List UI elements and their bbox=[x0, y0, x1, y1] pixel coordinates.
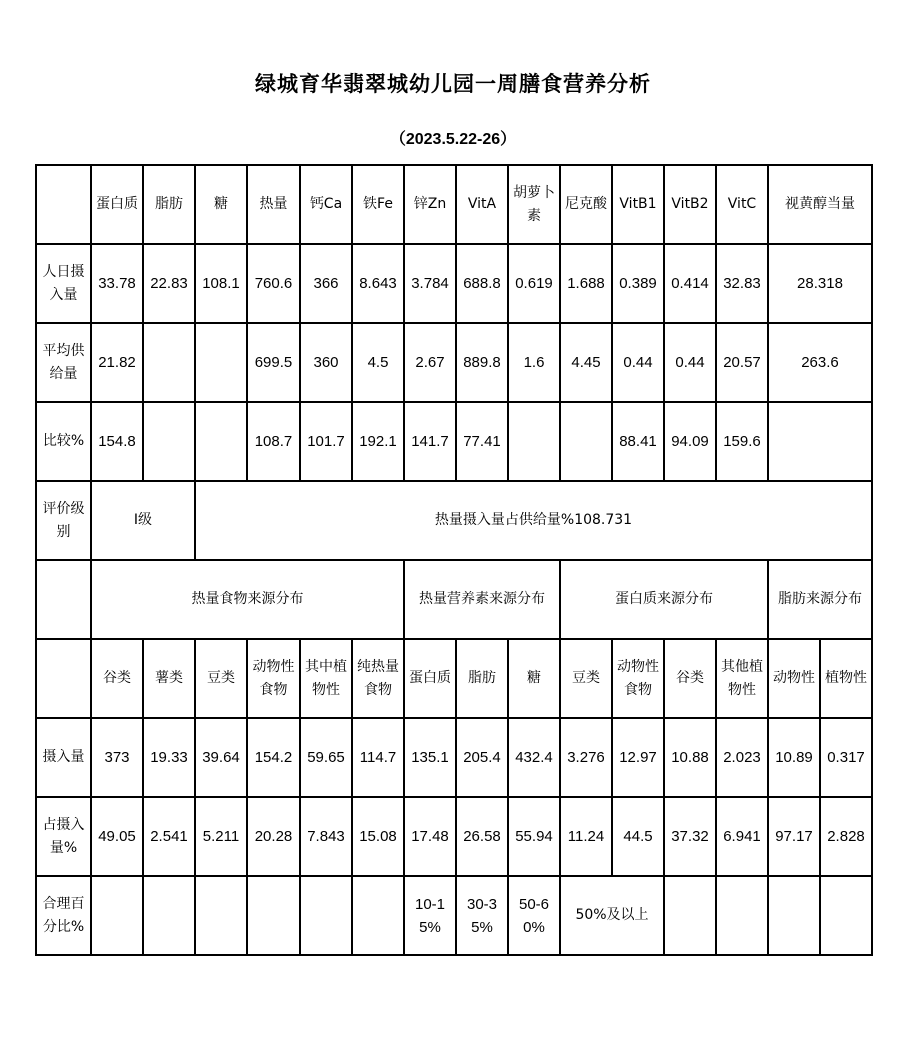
group-header-protein: 蛋白质来源分布 bbox=[560, 560, 768, 639]
nutrient-header: VitB2 bbox=[664, 165, 716, 244]
value-cell: 688.8 bbox=[456, 244, 508, 323]
source-group-header-row bbox=[36, 560, 872, 639]
value-cell bbox=[143, 402, 195, 481]
sub-header: 豆类 bbox=[560, 639, 612, 718]
value-cell: 2.541 bbox=[143, 797, 195, 876]
evaluation-note: 热量摄入量占供给量%108.731 bbox=[195, 481, 872, 560]
value-cell bbox=[195, 323, 247, 402]
value-cell: 10.89 bbox=[768, 718, 820, 797]
sub-header: 动物性 bbox=[768, 639, 820, 718]
nutrient-header: VitB1 bbox=[612, 165, 664, 244]
sub-header: 谷类 bbox=[664, 639, 716, 718]
empty-cell bbox=[768, 876, 820, 955]
value-cell: 12.97 bbox=[612, 718, 664, 797]
value-cell: 26.58 bbox=[456, 797, 508, 876]
reasonable-row bbox=[36, 876, 872, 955]
value-cell: 37.32 bbox=[664, 797, 716, 876]
value-cell: 0.44 bbox=[664, 323, 716, 402]
value-cell: 32.83 bbox=[716, 244, 768, 323]
value-cell: 154.8 bbox=[91, 402, 143, 481]
value-cell: 0.44 bbox=[612, 323, 664, 402]
source-intake-row bbox=[36, 718, 872, 797]
nutrient-header: 胡萝卜素 bbox=[508, 165, 560, 244]
value-cell: 28.318 bbox=[768, 244, 872, 323]
reasonable-protein-source: 50%及以上 bbox=[560, 876, 664, 955]
corner-cell bbox=[36, 165, 91, 244]
value-cell: 44.5 bbox=[612, 797, 664, 876]
value-cell: 135.1 bbox=[404, 718, 456, 797]
row-label: 比较% bbox=[36, 402, 91, 481]
value-cell: 88.41 bbox=[612, 402, 664, 481]
value-cell: 8.643 bbox=[352, 244, 404, 323]
empty-cell bbox=[664, 876, 716, 955]
nutrient-header: 钙Ca bbox=[300, 165, 352, 244]
value-cell: 192.1 bbox=[352, 402, 404, 481]
value-cell: 0.619 bbox=[508, 244, 560, 323]
value-cell: 33.78 bbox=[91, 244, 143, 323]
evaluation-row bbox=[36, 481, 872, 560]
row-label: 合理百分比% bbox=[36, 876, 91, 955]
value-cell: 0.317 bbox=[820, 718, 872, 797]
reasonable-protein: 10-15% bbox=[404, 876, 456, 955]
empty-cell bbox=[352, 876, 404, 955]
page-title: 绿城育华翡翠城幼儿园一周膳食营养分析 bbox=[255, 72, 651, 96]
comparison-row bbox=[36, 402, 872, 481]
empty-cell bbox=[143, 876, 195, 955]
intake-row bbox=[36, 244, 872, 323]
value-cell: 0.389 bbox=[612, 244, 664, 323]
value-cell: 19.33 bbox=[143, 718, 195, 797]
sub-header: 脂肪 bbox=[456, 639, 508, 718]
sub-header: 植物性 bbox=[820, 639, 872, 718]
group-header-energy-food: 热量食物来源分布 bbox=[91, 560, 404, 639]
nutrient-header: VitC bbox=[716, 165, 768, 244]
value-cell: 59.65 bbox=[300, 718, 352, 797]
sub-header: 蛋白质 bbox=[404, 639, 456, 718]
empty-cell bbox=[300, 876, 352, 955]
nutrient-header: 糖 bbox=[195, 165, 247, 244]
value-cell: 1.688 bbox=[560, 244, 612, 323]
sub-header: 纯热量食物 bbox=[352, 639, 404, 718]
value-cell: 1.6 bbox=[508, 323, 560, 402]
sub-header: 其中植物性 bbox=[300, 639, 352, 718]
row-label: 平均供给量 bbox=[36, 323, 91, 402]
value-cell: 2.023 bbox=[716, 718, 768, 797]
evaluation-label: 评价级别 bbox=[36, 481, 91, 560]
value-cell: 55.94 bbox=[508, 797, 560, 876]
corner-cell bbox=[36, 560, 91, 639]
value-cell: 21.82 bbox=[91, 323, 143, 402]
value-cell bbox=[195, 402, 247, 481]
value-cell: 760.6 bbox=[247, 244, 300, 323]
value-cell: 889.8 bbox=[456, 323, 508, 402]
group-header-fat: 脂肪来源分布 bbox=[768, 560, 872, 639]
table-body bbox=[36, 165, 872, 955]
value-cell bbox=[143, 323, 195, 402]
empty-cell bbox=[820, 876, 872, 955]
value-cell: 0.414 bbox=[664, 244, 716, 323]
value-cell: 366 bbox=[300, 244, 352, 323]
empty-cell bbox=[247, 876, 300, 955]
value-cell: 108.1 bbox=[195, 244, 247, 323]
value-cell: 7.843 bbox=[300, 797, 352, 876]
empty-cell bbox=[91, 876, 143, 955]
source-percent-row bbox=[36, 797, 872, 876]
row-label: 摄入量 bbox=[36, 718, 91, 797]
value-cell: 20.57 bbox=[716, 323, 768, 402]
value-cell: 2.828 bbox=[820, 797, 872, 876]
evaluation-grade: I级 bbox=[91, 481, 195, 560]
value-cell: 97.17 bbox=[768, 797, 820, 876]
value-cell: 77.41 bbox=[456, 402, 508, 481]
value-cell: 141.7 bbox=[404, 402, 456, 481]
empty-cell bbox=[716, 876, 768, 955]
value-cell: 6.941 bbox=[716, 797, 768, 876]
date-range: （2023.5.22-26） bbox=[389, 131, 517, 148]
value-cell bbox=[560, 402, 612, 481]
supply-row bbox=[36, 323, 872, 402]
reasonable-sugar: 50-60% bbox=[508, 876, 560, 955]
value-cell: 20.28 bbox=[247, 797, 300, 876]
value-cell: 114.7 bbox=[352, 718, 404, 797]
value-cell: 699.5 bbox=[247, 323, 300, 402]
sub-header: 豆类 bbox=[195, 639, 247, 718]
sub-header: 谷类 bbox=[91, 639, 143, 718]
value-cell: 263.6 bbox=[768, 323, 872, 402]
value-cell: 3.276 bbox=[560, 718, 612, 797]
nutrient-header: 热量 bbox=[247, 165, 300, 244]
value-cell: 108.7 bbox=[247, 402, 300, 481]
sub-header: 糖 bbox=[508, 639, 560, 718]
value-cell: 22.83 bbox=[143, 244, 195, 323]
value-cell: 154.2 bbox=[247, 718, 300, 797]
row-label: 人日摄入量 bbox=[36, 244, 91, 323]
value-cell: 101.7 bbox=[300, 402, 352, 481]
corner-cell bbox=[36, 639, 91, 718]
nutrient-header-row bbox=[36, 165, 872, 244]
reasonable-fat: 30-35% bbox=[456, 876, 508, 955]
nutrient-header: 铁Fe bbox=[352, 165, 404, 244]
source-sub-header-row bbox=[36, 639, 872, 718]
nutrient-header: 锌Zn bbox=[404, 165, 456, 244]
value-cell: 432.4 bbox=[508, 718, 560, 797]
value-cell: 3.784 bbox=[404, 244, 456, 323]
value-cell: 39.64 bbox=[195, 718, 247, 797]
value-cell: 360 bbox=[300, 323, 352, 402]
sub-header: 动物性食物 bbox=[612, 639, 664, 718]
empty-cell bbox=[195, 876, 247, 955]
sub-header: 薯类 bbox=[143, 639, 195, 718]
nutrition-analysis-table bbox=[35, 164, 873, 956]
value-cell: 11.24 bbox=[560, 797, 612, 876]
value-cell: 2.67 bbox=[404, 323, 456, 402]
value-cell: 373 bbox=[91, 718, 143, 797]
row-label: 占摄入量% bbox=[36, 797, 91, 876]
value-cell: 159.6 bbox=[716, 402, 768, 481]
value-cell: 49.05 bbox=[91, 797, 143, 876]
group-header-energy-nutrient: 热量营养素来源分布 bbox=[404, 560, 560, 639]
nutrient-header: 视黄醇当量 bbox=[768, 165, 872, 244]
value-cell bbox=[768, 402, 872, 481]
value-cell: 94.09 bbox=[664, 402, 716, 481]
value-cell: 10.88 bbox=[664, 718, 716, 797]
sub-header: 其他植物性 bbox=[716, 639, 768, 718]
nutrient-header: 脂肪 bbox=[143, 165, 195, 244]
value-cell: 4.45 bbox=[560, 323, 612, 402]
value-cell: 15.08 bbox=[352, 797, 404, 876]
value-cell: 4.5 bbox=[352, 323, 404, 402]
nutrient-header: 尼克酸 bbox=[560, 165, 612, 244]
value-cell: 17.48 bbox=[404, 797, 456, 876]
value-cell bbox=[508, 402, 560, 481]
sub-header: 动物性食物 bbox=[247, 639, 300, 718]
nutrient-header: VitA bbox=[456, 165, 508, 244]
value-cell: 5.211 bbox=[195, 797, 247, 876]
nutrient-header: 蛋白质 bbox=[91, 165, 143, 244]
value-cell: 205.4 bbox=[456, 718, 508, 797]
